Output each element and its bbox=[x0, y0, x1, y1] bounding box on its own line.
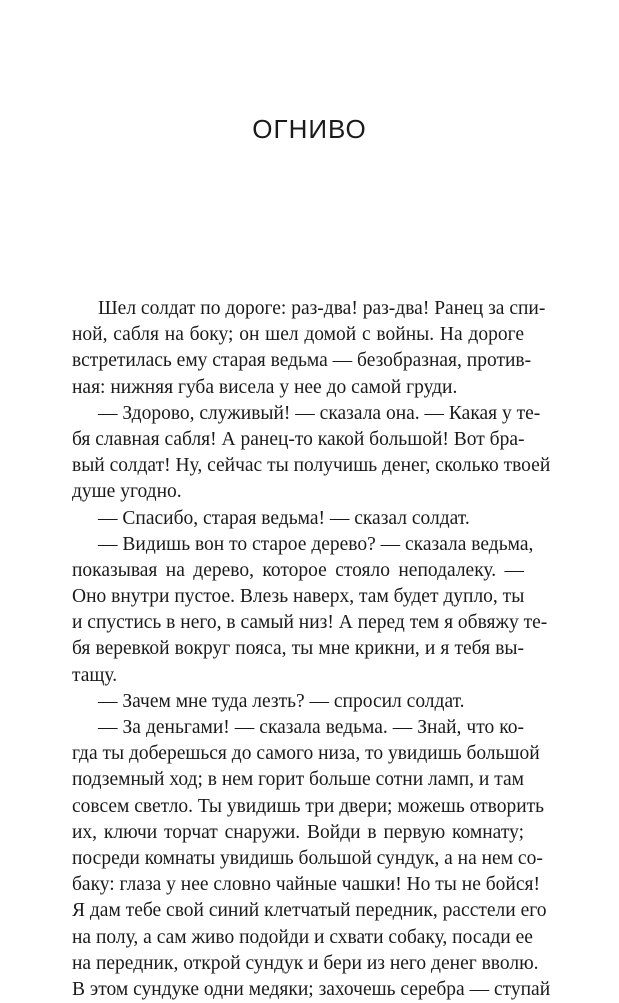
text-line: бя славная сабля! А ранец-то какой большой! Вот бра- bbox=[72, 428, 525, 450]
text-line: Шел солдат по дороге: раз-два! раз-два! Ранец за спи- bbox=[98, 298, 546, 319]
text-line: В этом сундуке одни медяки; захочешь серебра — ступай bbox=[72, 978, 551, 1000]
text-line: на передник, открой сундук и бери из него денег вволю. bbox=[72, 952, 539, 974]
text-line: ная: нижняя губа висела у нее до самой груди. bbox=[72, 376, 458, 398]
text-line: на полу, а сам живо подойди и схвати собаку, посади ее bbox=[72, 926, 533, 948]
text-line: бя веревкой вокруг пояса, ты мне крикни, и я тебя вы- bbox=[72, 638, 524, 660]
text-line: и спустись в него, в самый низ! А перед тем я обвяжу те- bbox=[72, 612, 548, 634]
text-line: — Видишь вон то старое дерево? — сказала ведьма, bbox=[98, 533, 534, 555]
text-line: — За деньгами! — сказала ведьма. — Знай, что ко- bbox=[98, 717, 524, 738]
text-line: — Здорово, служивый! — сказала она. — Какая у те- bbox=[98, 402, 541, 424]
text-line: их, ключи торчат снаружи. Войди в первую комнату; bbox=[72, 821, 524, 843]
text-line: Я дам тебе свой синий клетчатый передник, расстели его bbox=[72, 900, 547, 922]
text-line: Оно внутри пустое. Влезь наверх, там будет дупло, ты bbox=[72, 586, 525, 608]
text-line: гда ты доберешься до самого низа, то увидишь большой bbox=[72, 743, 540, 765]
text-line: посреди комнаты увидишь большой сундук, а на нем со- bbox=[72, 847, 543, 869]
text-line: — Зачем мне туда лезть? — спросил солдат. bbox=[98, 690, 465, 712]
text-line: встретилась ему старая ведьма — безобразная, против- bbox=[72, 350, 532, 372]
body-text bbox=[72, 296, 551, 1003]
text-line: баку: глаза у нее словно чайные чашки! Но ты не бойся! bbox=[72, 874, 540, 896]
text-line: вый солдат! Ну, сейчас ты получишь денег, сколько твоей bbox=[72, 455, 551, 477]
chapter-title: ОГНИВО bbox=[252, 114, 367, 144]
text-line: показывая на дерево, которое стояло неподалеку. — bbox=[72, 559, 524, 581]
text-line: тащу. bbox=[72, 664, 118, 686]
text-line: душе угодно. bbox=[72, 481, 182, 503]
text-line: совсем светло. Ты увидишь три двери; можешь отворить bbox=[72, 795, 545, 817]
text-line: — Спасибо, старая ведьма! — сказал солдат. bbox=[98, 507, 470, 529]
text-line: подземный ход; в нем горит больше сотни ламп, и там bbox=[72, 769, 524, 791]
text-line: ной, сабля на боку; он шел домой с войны. На дороге bbox=[72, 324, 524, 346]
